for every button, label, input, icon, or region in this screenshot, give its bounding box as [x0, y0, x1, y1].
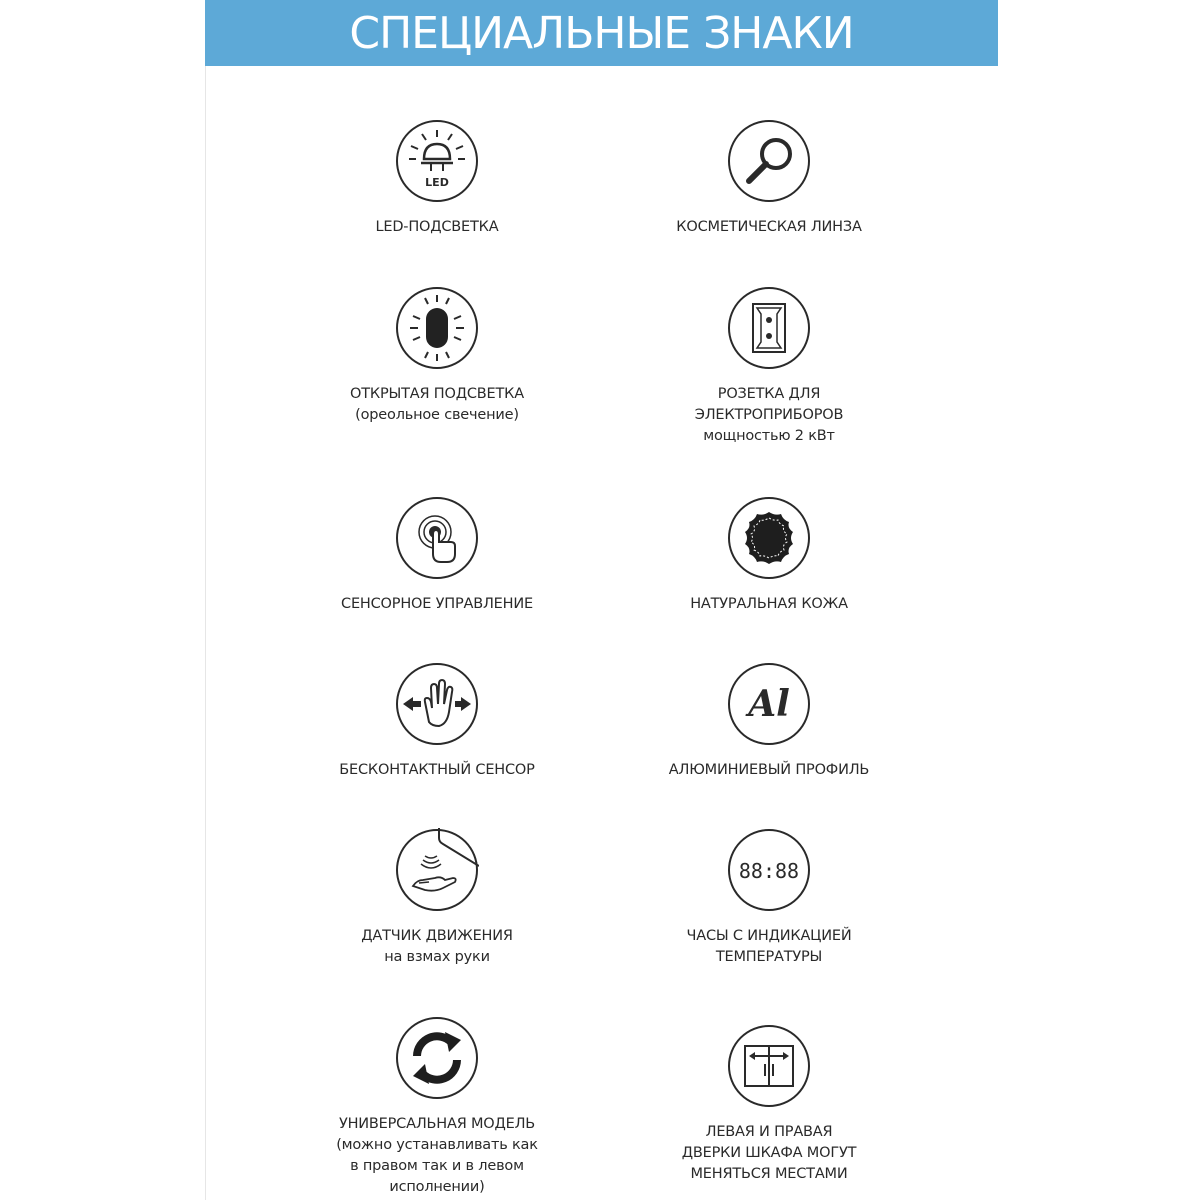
divider [205, 66, 206, 1200]
aluminium-icon [727, 662, 811, 746]
feature-magnifier [599, 119, 939, 238]
title-banner [205, 0, 998, 66]
feature-aluminium [599, 662, 939, 781]
halo-light-icon [395, 286, 479, 370]
feature-caption: LED-ПОДСВЕТКА [375, 219, 499, 235]
feature-caption: ЧАСЫ С ИНДИКАЦИЕЙ ТЕМПЕРАТУРЫ [686, 928, 852, 965]
swap-doors-icon [727, 1024, 811, 1108]
motion-sensor-icon [395, 828, 479, 912]
feature-caption: ЛЕВАЯ И ПРАВАЯ ДВЕРКИ ШКАФА МОГУТ МЕНЯТЬСЯ МЕСТАМИ [681, 1124, 857, 1182]
feature-hand-wave [267, 662, 607, 781]
feature-socket [599, 286, 939, 447]
socket-icon [727, 286, 811, 370]
feature-caption: ДАТЧИК ДВИЖЕНИЯ на взмах руки [361, 928, 513, 965]
feature-halo-light [267, 286, 607, 426]
clock-icon [727, 828, 811, 912]
feature-leather [599, 496, 939, 615]
feature-motion-sensor [267, 828, 607, 968]
magnifier-icon [727, 119, 811, 203]
aluminium-icon-text: Al [748, 683, 790, 725]
feature-caption: ОТКРЫТАЯ ПОДСВЕТКА (ореольное свечение) [350, 386, 524, 423]
feature-caption: РОЗЕТКА ДЛЯ ЭЛЕКТРОПРИБОРОВ мощностью 2 кВт [694, 386, 844, 444]
leather-icon [727, 496, 811, 580]
feature-clock [599, 828, 939, 968]
page-title: СПЕЦИАЛЬНЫЕ ЗНАКИ [349, 7, 854, 59]
hand-wave-icon [395, 662, 479, 746]
clock-icon-text: 88:88 [738, 859, 800, 883]
feature-caption: КОСМЕТИЧЕСКАЯ ЛИНЗА [676, 219, 862, 235]
led-light-icon [395, 119, 479, 203]
feature-swap-doors [599, 1024, 939, 1185]
feature-reversible [267, 1016, 607, 1198]
touch-icon [395, 496, 479, 580]
reversible-icon [395, 1016, 479, 1100]
feature-caption: БЕСКОНТАКТНЫЙ СЕНСОР [339, 762, 535, 778]
feature-caption: УНИВЕРСАЛЬНАЯ МОДЕЛЬ (можно устанавливать как в правом так и в левом исполнении) [336, 1116, 538, 1195]
led-icon-text: LED [425, 176, 449, 189]
feature-led-light [267, 119, 607, 238]
feature-touch [267, 496, 607, 615]
feature-caption: АЛЮМИНИЕВЫЙ ПРОФИЛЬ [668, 762, 870, 778]
feature-caption: СЕНСОРНОЕ УПРАВЛЕНИЕ [341, 596, 533, 612]
feature-caption: НАТУРАЛЬНАЯ КОЖА [690, 596, 848, 612]
